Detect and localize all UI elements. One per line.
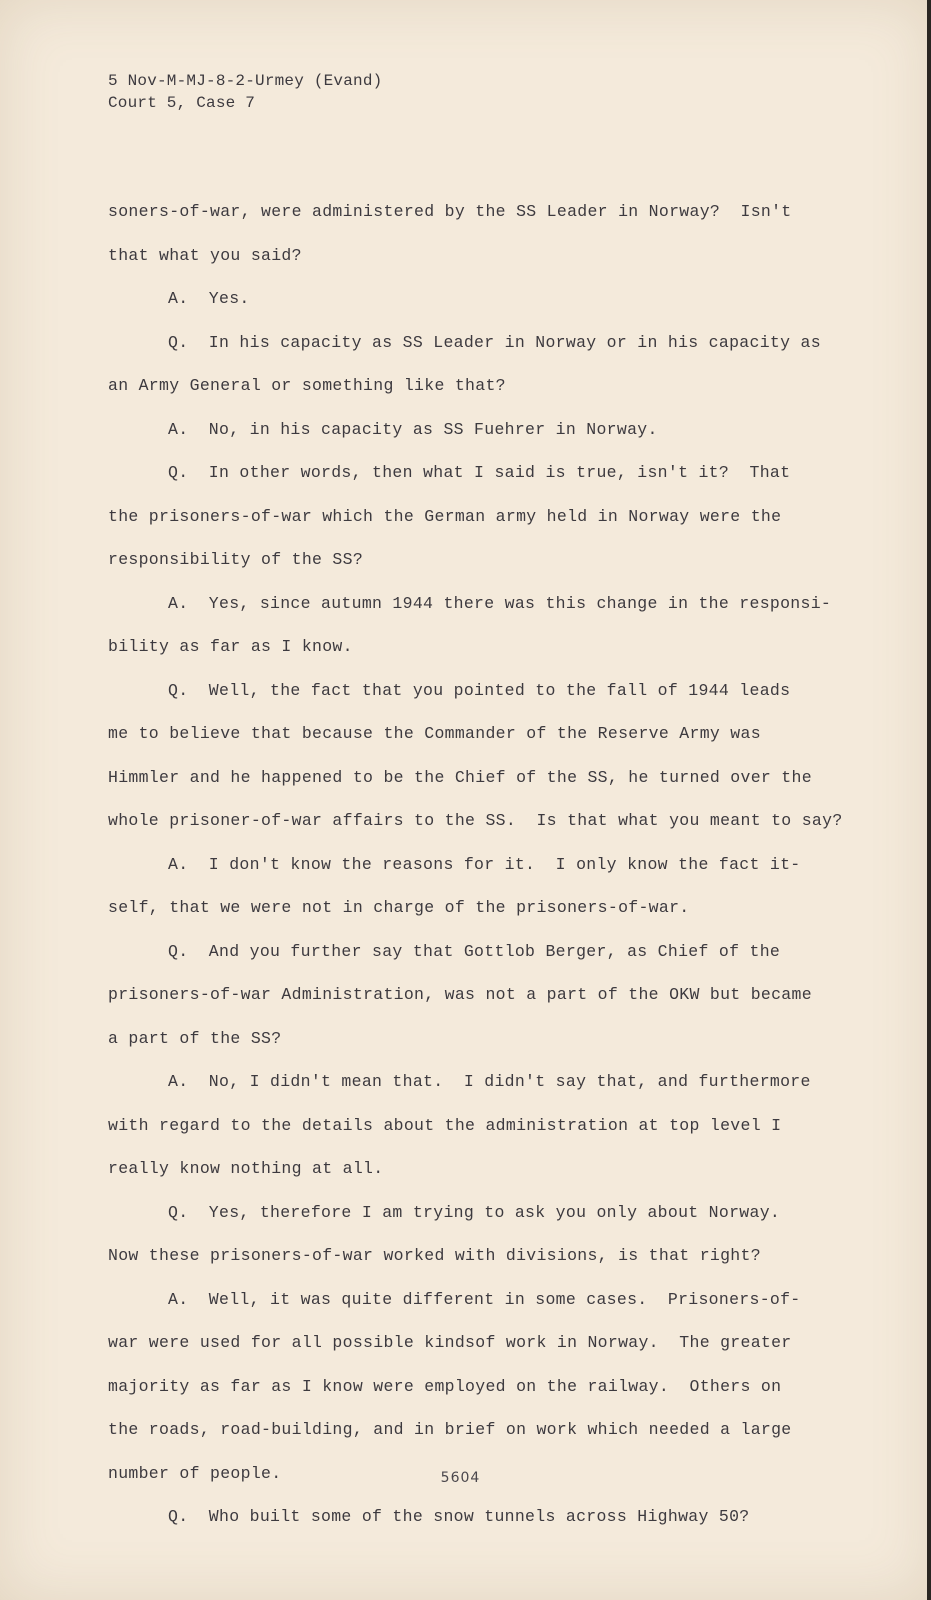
transcript-line: Q. In his capacity as SS Leader in Norway or in his capacity as: [168, 332, 821, 352]
transcript-line: A. Yes, since autumn 1944 there was this change in the responsi-: [168, 593, 832, 613]
transcript-line: Himmler and he happened to be the Chief of the SS, he turned over the: [108, 767, 812, 787]
header-court-case: Court 5, Case 7: [108, 94, 256, 112]
transcript-line: number of people.: [108, 1463, 282, 1483]
transcript-line: prisoners-of-war Administration, was not a part of the OKW but became: [108, 985, 812, 1004]
transcript-line: A. Yes.: [168, 289, 250, 308]
transcript-line: bility as far as I know.: [108, 637, 353, 656]
transcript-line: A. Well, it was quite different in some cases. Prisoners-of-: [168, 1289, 801, 1309]
transcript-line: the prisoners-of-war which the German army held in Norway were the: [108, 506, 782, 526]
transcript-line: whole prisoner-of-war affairs to the SS. Is that what you meant to say?: [108, 811, 843, 830]
transcript-body: [108, 190, 868, 1539]
transcript-line: Q. In other words, then what I said is true, isn't it? That: [168, 463, 791, 482]
transcript-line: really know nothing at all.: [108, 1159, 384, 1178]
transcript-line: A. No, in his capacity as SS Fuehrer in Norway.: [168, 419, 658, 439]
transcript-line: Q. And you further say that Gottlob Berger, as Chief of the: [168, 941, 781, 961]
transcript-line: an Army General or something like that?: [108, 376, 506, 395]
transcript-line: soners-of-war, were administered by the SS Leader in Norway? Isn't: [108, 202, 792, 221]
document-header: [108, 70, 382, 114]
transcript-line: A. No, I didn't mean that. I didn't say that, and furthermore: [168, 1072, 811, 1091]
transcript-line: Q. Well, the fact that you pointed to the fall of 1944 leads: [168, 680, 791, 700]
page-number: 5604: [440, 1470, 481, 1486]
transcript-line: that what you said?: [108, 245, 302, 265]
page-edge: [927, 0, 931, 1600]
transcript-line: responsibility of the SS?: [108, 550, 364, 569]
transcript-line: war were used for all possible kindsof work in Norway. The greater: [108, 1333, 792, 1352]
transcript-line: Q. Who built some of the snow tunnels across Highway 50?: [168, 1507, 750, 1526]
transcript-line: a part of the SS?: [108, 1028, 282, 1048]
transcript-line: the roads, road-building, and in brief on work which needed a large: [108, 1420, 792, 1439]
transcript-line: A. I don't know the reasons for it. I only know the fact it-: [168, 854, 801, 874]
transcript-line: me to believe that because the Commander of the Reserve Army was: [108, 724, 761, 743]
transcript-line: majority as far as I know were employed on the railway. Others on: [108, 1376, 782, 1396]
header-reference: 5 Nov-M-MJ-8-2-Urmey (Evand): [108, 72, 383, 90]
transcript-line: self, that we were not in charge of the prisoners-of-war.: [108, 898, 690, 917]
transcript-line: Now these prisoners-of-war worked with divisions, is that right?: [108, 1246, 761, 1265]
transcript-line: Q. Yes, therefore I am trying to ask you only about Norway.: [168, 1202, 781, 1222]
transcript-line: with regard to the details about the administration at top level I: [108, 1115, 782, 1135]
